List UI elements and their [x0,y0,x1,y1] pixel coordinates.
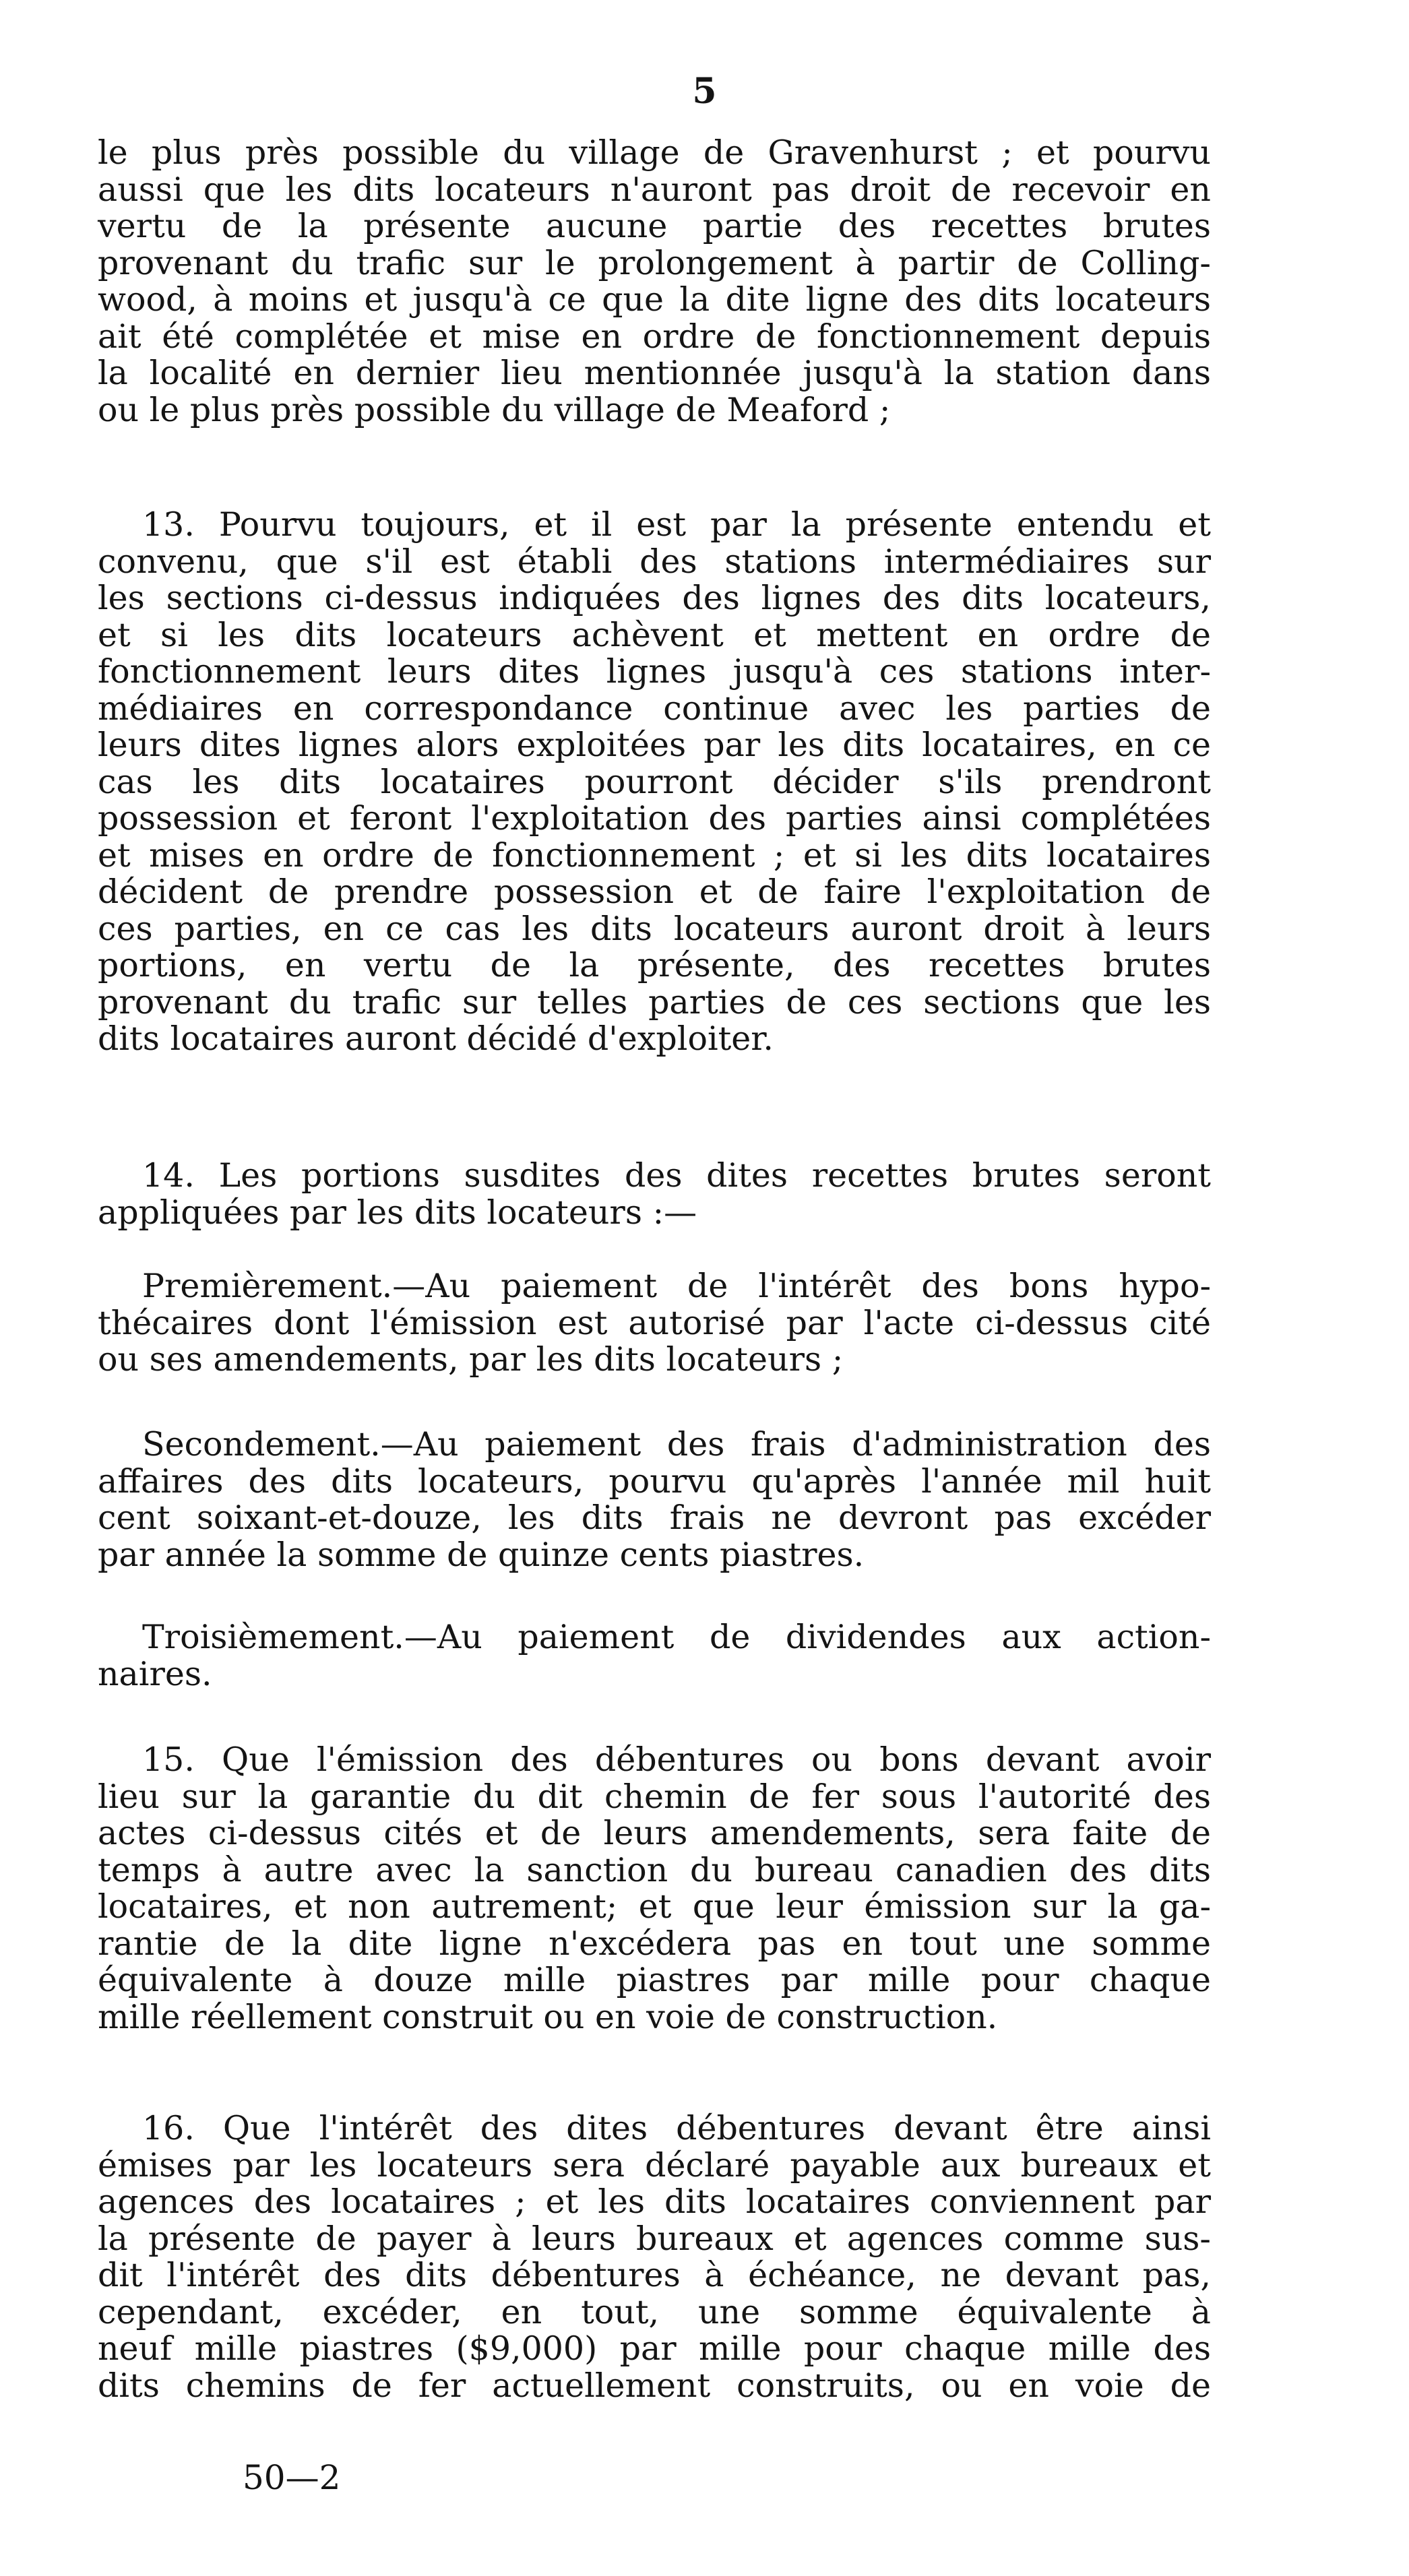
text-line: ait été complétée et mise en ordre de fonctionnement depuis [98,317,1211,356]
text-line: neuf mille piastres ($9,000) par mille pour chaque mille des [98,2329,1211,2368]
text-line: Premièrement.—Au paiement de l'intérêt des bons hypo- [142,1267,1211,1305]
paragraph-14 [98,1158,1211,1231]
text-line: ou ses amendements, par les dits locateurs ; [98,1340,844,1379]
text-line: cent soixant-et-douze, les dits frais ne devront pas excéder [98,1499,1211,1537]
text-line: ou le plus près possible du village de Meaford ; [98,390,891,429]
text-line: provenant du trafic sur telles parties de ces sections que les [98,982,1211,1022]
text-line: temps à autre avec la sanction du bureau canadien des dits [98,1850,1211,1889]
text-line: médiaires en correspondance continue avec les parties de [98,689,1211,728]
text-line: dits chemins de fer actuellement construits, ou en voie de [98,2366,1211,2405]
text-line: leurs dites lignes alors exploitées par les dits locataires, en ce [98,726,1211,764]
text-line: le plus près possible du village de Gravenhurst ; et pourvu [98,133,1211,172]
paragraph-16 [98,2110,1211,2404]
text-line: vertu de la présente aucune partie des recettes brutes [98,207,1211,245]
text-line: fonctionnement leurs dites lignes jusqu'à ces stations inter- [98,652,1211,691]
paragraph-15 [98,1742,1211,2036]
paragraph-secondement [98,1426,1211,1573]
page-number: 5 [692,71,717,112]
text-line: portions, en vertu de la présente, des recettes brutes [98,946,1211,984]
text-line: 15. Que l'émission des débentures ou bons devant avoir [142,1740,1211,1779]
text-line: wood, à moins et jusqu'à ce que la dite ligne des dits locateurs [98,280,1211,319]
text-line: les sections ci-dessus indiquées des lignes des dits locateurs, [98,579,1211,617]
text-line: équivalente à douze mille piastres par mille pour chaque [98,1961,1211,1999]
paragraph-troisiemement [98,1619,1211,1693]
text-line: aussi que les dits locateurs n'auront pas droit de recevoir en [98,170,1211,209]
text-line: 16. Que l'intérêt des dites débentures devant être ainsi [142,2109,1211,2147]
text-line: la présente de payer à leurs bureaux et agences comme sus- [98,2219,1211,2258]
text-line: émises par les locateurs sera déclaré payable aux bureaux et [98,2145,1211,2185]
text-line: 14. Les portions susdites des dites recettes brutes seront [142,1156,1211,1195]
paragraph-13 [98,507,1211,1058]
paragraph-premierement [98,1268,1211,1379]
text-line: actes ci-dessus cités et de leurs amendements, sera faite de [98,1814,1211,1852]
text-line: cas les dits locataires pourront décider s'ils prendront [98,762,1211,801]
paragraph-continuation [98,135,1211,429]
text-line: Secondement.—Au paiement des frais d'administration des [142,1425,1211,1464]
text-line: thécaires dont l'émission est autorisé par l'acte ci-dessus cité [98,1303,1211,1342]
text-line: et si les dits locateurs achèvent et mettent en ordre de [98,615,1211,654]
text-line: décident de prendre possession et de faire l'exploitation de [98,873,1211,911]
text-line: convenu, que s'il est établi des stations intermédiaires sur [98,542,1211,581]
text-line: lieu sur la garantie du dit chemin de fer sous l'autorité des [98,1777,1211,1816]
signature-mark: 50—2 [243,2458,341,2497]
text-line: la localité en dernier lieu mentionnée jusqu'à la station dans [98,354,1211,392]
text-line: dits locataires auront décidé d'exploiter. [98,1019,774,1058]
text-line: affaires des dits locateurs, pourvu qu'après l'année mil huit [98,1462,1211,1501]
text-line: agences des locataires ; et les dits locataires conviennent par [98,2182,1211,2221]
text-line: provenant du trafic sur le prolongement à partir de Colling- [98,243,1211,282]
text-line: par année la somme de quinze cents piastres. [98,1535,865,1574]
text-line: appliquées par les dits locateurs :— [98,1193,697,1232]
text-line: Troisièmement.—Au paiement de dividendes aux action- [142,1618,1211,1656]
text-line: et mises en ordre de fonctionnement ; et si les dits locataires [98,836,1211,875]
text-line: naires. [98,1654,212,1693]
text-line: cependant, excéder, en tout, une somme équivalente à [98,2292,1211,2331]
text-line: mille réellement construit ou en voie de construction. [98,1997,998,2036]
text-line: 13. Pourvu toujours, et il est par la présente entendu et [142,505,1211,544]
text-line: rantie de la dite ligne n'excédera pas en tout une somme [98,1924,1211,1963]
text-line: dit l'intérêt des dits débentures à échéance, ne devant pas, [98,2256,1211,2294]
text-line: ces parties, en ce cas les dits locateurs auront droit à leurs [98,909,1211,948]
text-line: possession et feront l'exploitation des parties ainsi complétées [98,799,1211,838]
text-line: locataires, et non autrement; et que leur émission sur la ga- [98,1887,1211,1926]
